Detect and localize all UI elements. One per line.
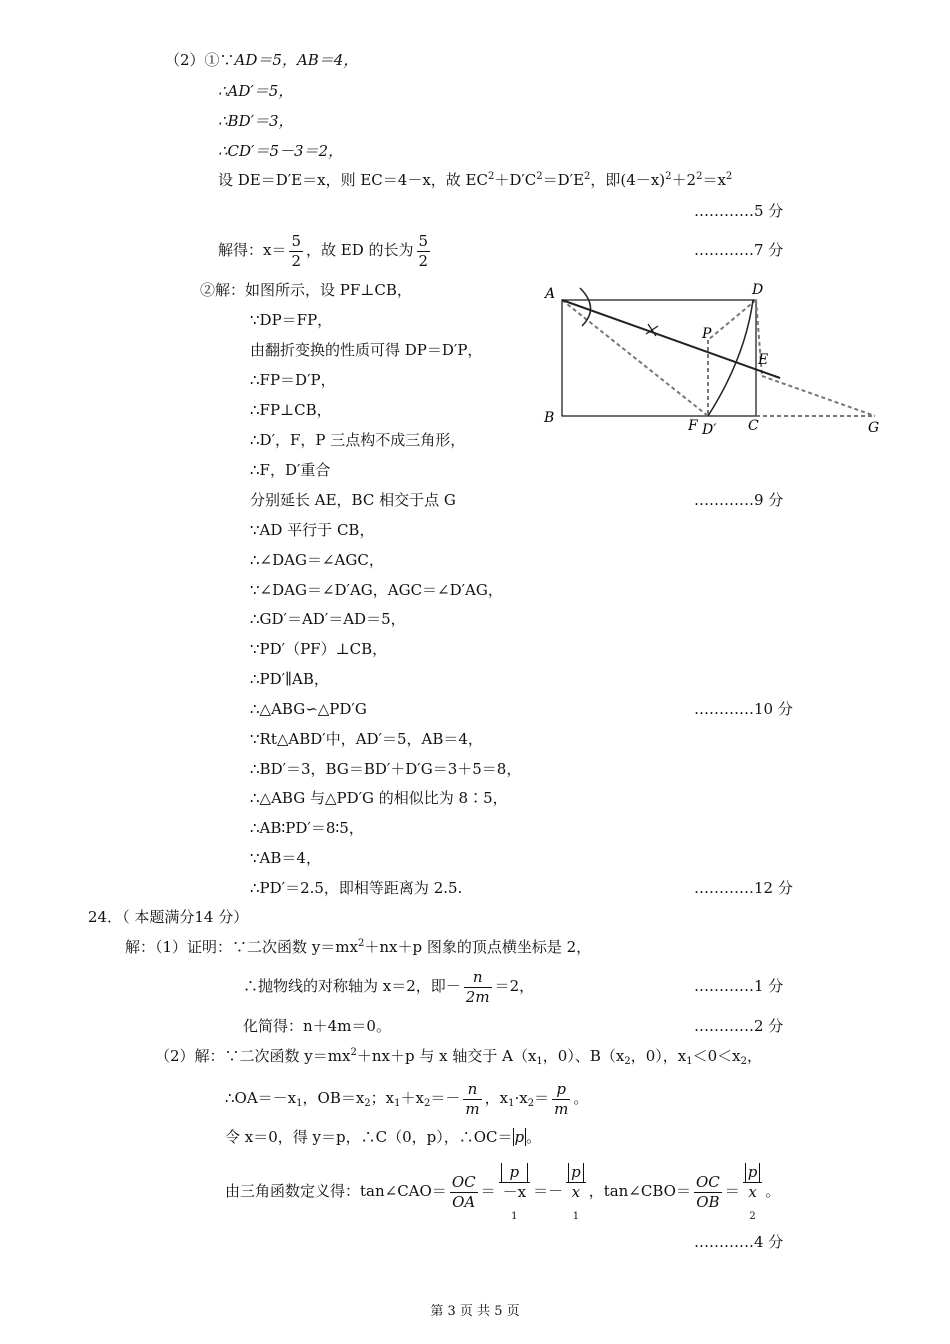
score-12: …………12 分 bbox=[694, 879, 793, 897]
label-d-prime: D′ bbox=[702, 422, 717, 438]
score-9: …………9 分 bbox=[694, 491, 784, 509]
fraction-oc-ob: $\frac{OC}{OB}$ bbox=[695, 1172, 720, 1211]
fraction-p-x1: p x $_1$ bbox=[566, 1163, 586, 1221]
q23-p2-line-6: ∴F，D′重合 bbox=[250, 461, 331, 479]
q23-p2-line-9: ∴∠DAG＝∠AGC， bbox=[250, 551, 384, 569]
score-2: …………2 分 bbox=[694, 1017, 784, 1035]
label-d: D bbox=[752, 282, 764, 298]
q23-line-1-text: AD＝5，AB＝4， bbox=[234, 51, 359, 69]
q23-line-6: 解得：x＝ $\frac{5}{2}$ ，故 ED 的长为 $\frac{5}{2}$ bbox=[218, 231, 429, 270]
q24-line-1: 解：（1）证明：∵二次函数 $y=mx^2+nx+p$ 图象的顶点横坐标是 2， bbox=[125, 938, 592, 956]
q23-line-3: ∴BD′＝3， bbox=[218, 112, 294, 130]
q23-p2-line-13: ∴PD′∥AB， bbox=[250, 670, 329, 688]
q23-p2-line-10: ∵∠DAG＝∠D′AG，AGC＝∠D′AG， bbox=[250, 581, 503, 599]
q24-line-2: ∴抛物线的对称轴为 x＝2，即－ $\frac{n}{2m}$ ＝2， bbox=[243, 967, 535, 1006]
q24-line-3: 化简得：n＋4m＝0。 bbox=[243, 1017, 391, 1035]
q23-p2-line-3: ∴FP＝D′P， bbox=[250, 371, 336, 389]
fraction-oc-oa: $\frac{OC}{OA}$ bbox=[451, 1172, 476, 1211]
arc-large bbox=[708, 300, 753, 416]
q23-p2-line-20: ∴PD′＝2.5，即相等距离为 2.5. bbox=[250, 879, 463, 897]
q23-p2-line-11: ∴GD′＝AD′＝AD＝5， bbox=[250, 610, 406, 628]
q23-p2-line-4: ∴FP⊥CB， bbox=[250, 401, 332, 419]
score-5: …………5 分 bbox=[694, 202, 784, 220]
dashed-line-a-f bbox=[562, 300, 708, 416]
geometry-figure bbox=[540, 278, 890, 440]
q24-line-6: 令 x＝0，得 y＝p，∴C（0，p），∴OC＝ p 。 bbox=[225, 1128, 542, 1146]
score-10: …………10 分 bbox=[694, 700, 793, 718]
fraction-p-m: $\frac{p}{m}$ bbox=[554, 1079, 569, 1118]
label-c: C bbox=[748, 418, 759, 434]
q23-p2-line-0: ②解：如图所示，设 PF⊥CB， bbox=[200, 281, 412, 299]
score-7: …………7 分 bbox=[694, 241, 784, 259]
q24-line-5: $\therefore OA=-x_1$，$OB=x_2$；$x_1+x_2=-$ $\frac{n}{m}$ ，$x_1\cdot x_2=$ $\frac{p}{m}$ 。 bbox=[225, 1079, 589, 1118]
fraction-p-negx1: p －x $_1$ bbox=[499, 1163, 530, 1221]
label-e: E bbox=[758, 352, 769, 368]
q23-p2-line-7: 分别延长 AE，BC 相交于点 G bbox=[250, 491, 456, 509]
score-4: …………4 分 bbox=[694, 1233, 784, 1251]
page-footer: 第 3 页 共 5 页 bbox=[430, 1304, 520, 1319]
q23-p2-line-16: ∴BD′＝3，BG＝BD′＋D′G＝3＋5＝8， bbox=[250, 760, 522, 778]
fraction-n-2m: $\frac{n}{2m}$ bbox=[465, 967, 490, 1006]
q23-p2-line-2: 由翻折变换的性质可得 DP＝D′P， bbox=[250, 341, 483, 359]
q24-header: 24．（ 本题满分14 分） bbox=[88, 908, 249, 926]
fraction-n-m: $\frac{n}{m}$ bbox=[465, 1079, 480, 1118]
q23-line-4: ∴CD′＝5－3＝2， bbox=[218, 142, 344, 160]
q23-line-1: （2）①∵AD＝5，AB＝4， bbox=[165, 51, 359, 69]
fraction-p-x2: p x $_2$ bbox=[743, 1163, 763, 1221]
q23-p2-line-15: ∵Rt△ABD′中，AD′＝5，AB＝4， bbox=[250, 730, 483, 748]
q24-line-4: （2）解：∵二次函数 $y=mx^2+nx+p$ 与 x 轴交于 $A(x_1$，0）、$B(x_2$，0），$x_1<0<x_2$， bbox=[155, 1047, 762, 1067]
score-1: …………1 分 bbox=[694, 977, 784, 995]
label-b: B bbox=[544, 410, 555, 426]
q23-p2-line-14: ∴△ABG∽△PD′G bbox=[250, 700, 367, 718]
fraction-5-2-b: $\frac{5}{2}$ bbox=[418, 231, 429, 270]
q23-line-5: 设 DE＝D′E＝x，则 EC＝4－x，故 $EC^2+D'C^2=D'E^2$，即$(4-x)^2+2^2=x^2$ bbox=[218, 171, 733, 189]
fraction-5-2: $\frac{5}{2}$ bbox=[291, 231, 302, 270]
q23-p2-line-18: ∴AB∶PD′＝8∶5， bbox=[250, 819, 364, 837]
q24-line-7: 由三角函数定义得：tan∠CAO＝ $\frac{OC}{OA}$ ＝ p －x $_1$ ＝－ p x $_1$ ，tan∠CBO＝ $\frac{OC}{OB}$ ＝ p x $_2$ 。 bbox=[225, 1163, 781, 1222]
q23-p2-line-8: ∵AD 平行于 CB， bbox=[250, 521, 375, 539]
q23-p2-line-5: ∴D′，F，P 三点构不成三角形， bbox=[250, 431, 466, 449]
label-a: A bbox=[545, 286, 556, 302]
dashed-line-e-g bbox=[762, 376, 875, 416]
line-a-e bbox=[562, 300, 780, 378]
q23-p2-line-19: ∵AB＝4， bbox=[250, 849, 321, 867]
q23-p2-line-12: ∵PD′（PF）⊥CB， bbox=[250, 640, 388, 658]
label-f: F bbox=[688, 418, 698, 434]
q23-p2-line-17: ∴△ABG 与△PD′G 的相似比为 8∶5， bbox=[250, 789, 508, 807]
label-g: G bbox=[868, 420, 880, 436]
q23-p2-line-1: ∵DP＝FP， bbox=[250, 311, 333, 329]
label-p: P bbox=[702, 326, 712, 342]
q23-line-2: ∴AD′＝5， bbox=[218, 82, 294, 100]
